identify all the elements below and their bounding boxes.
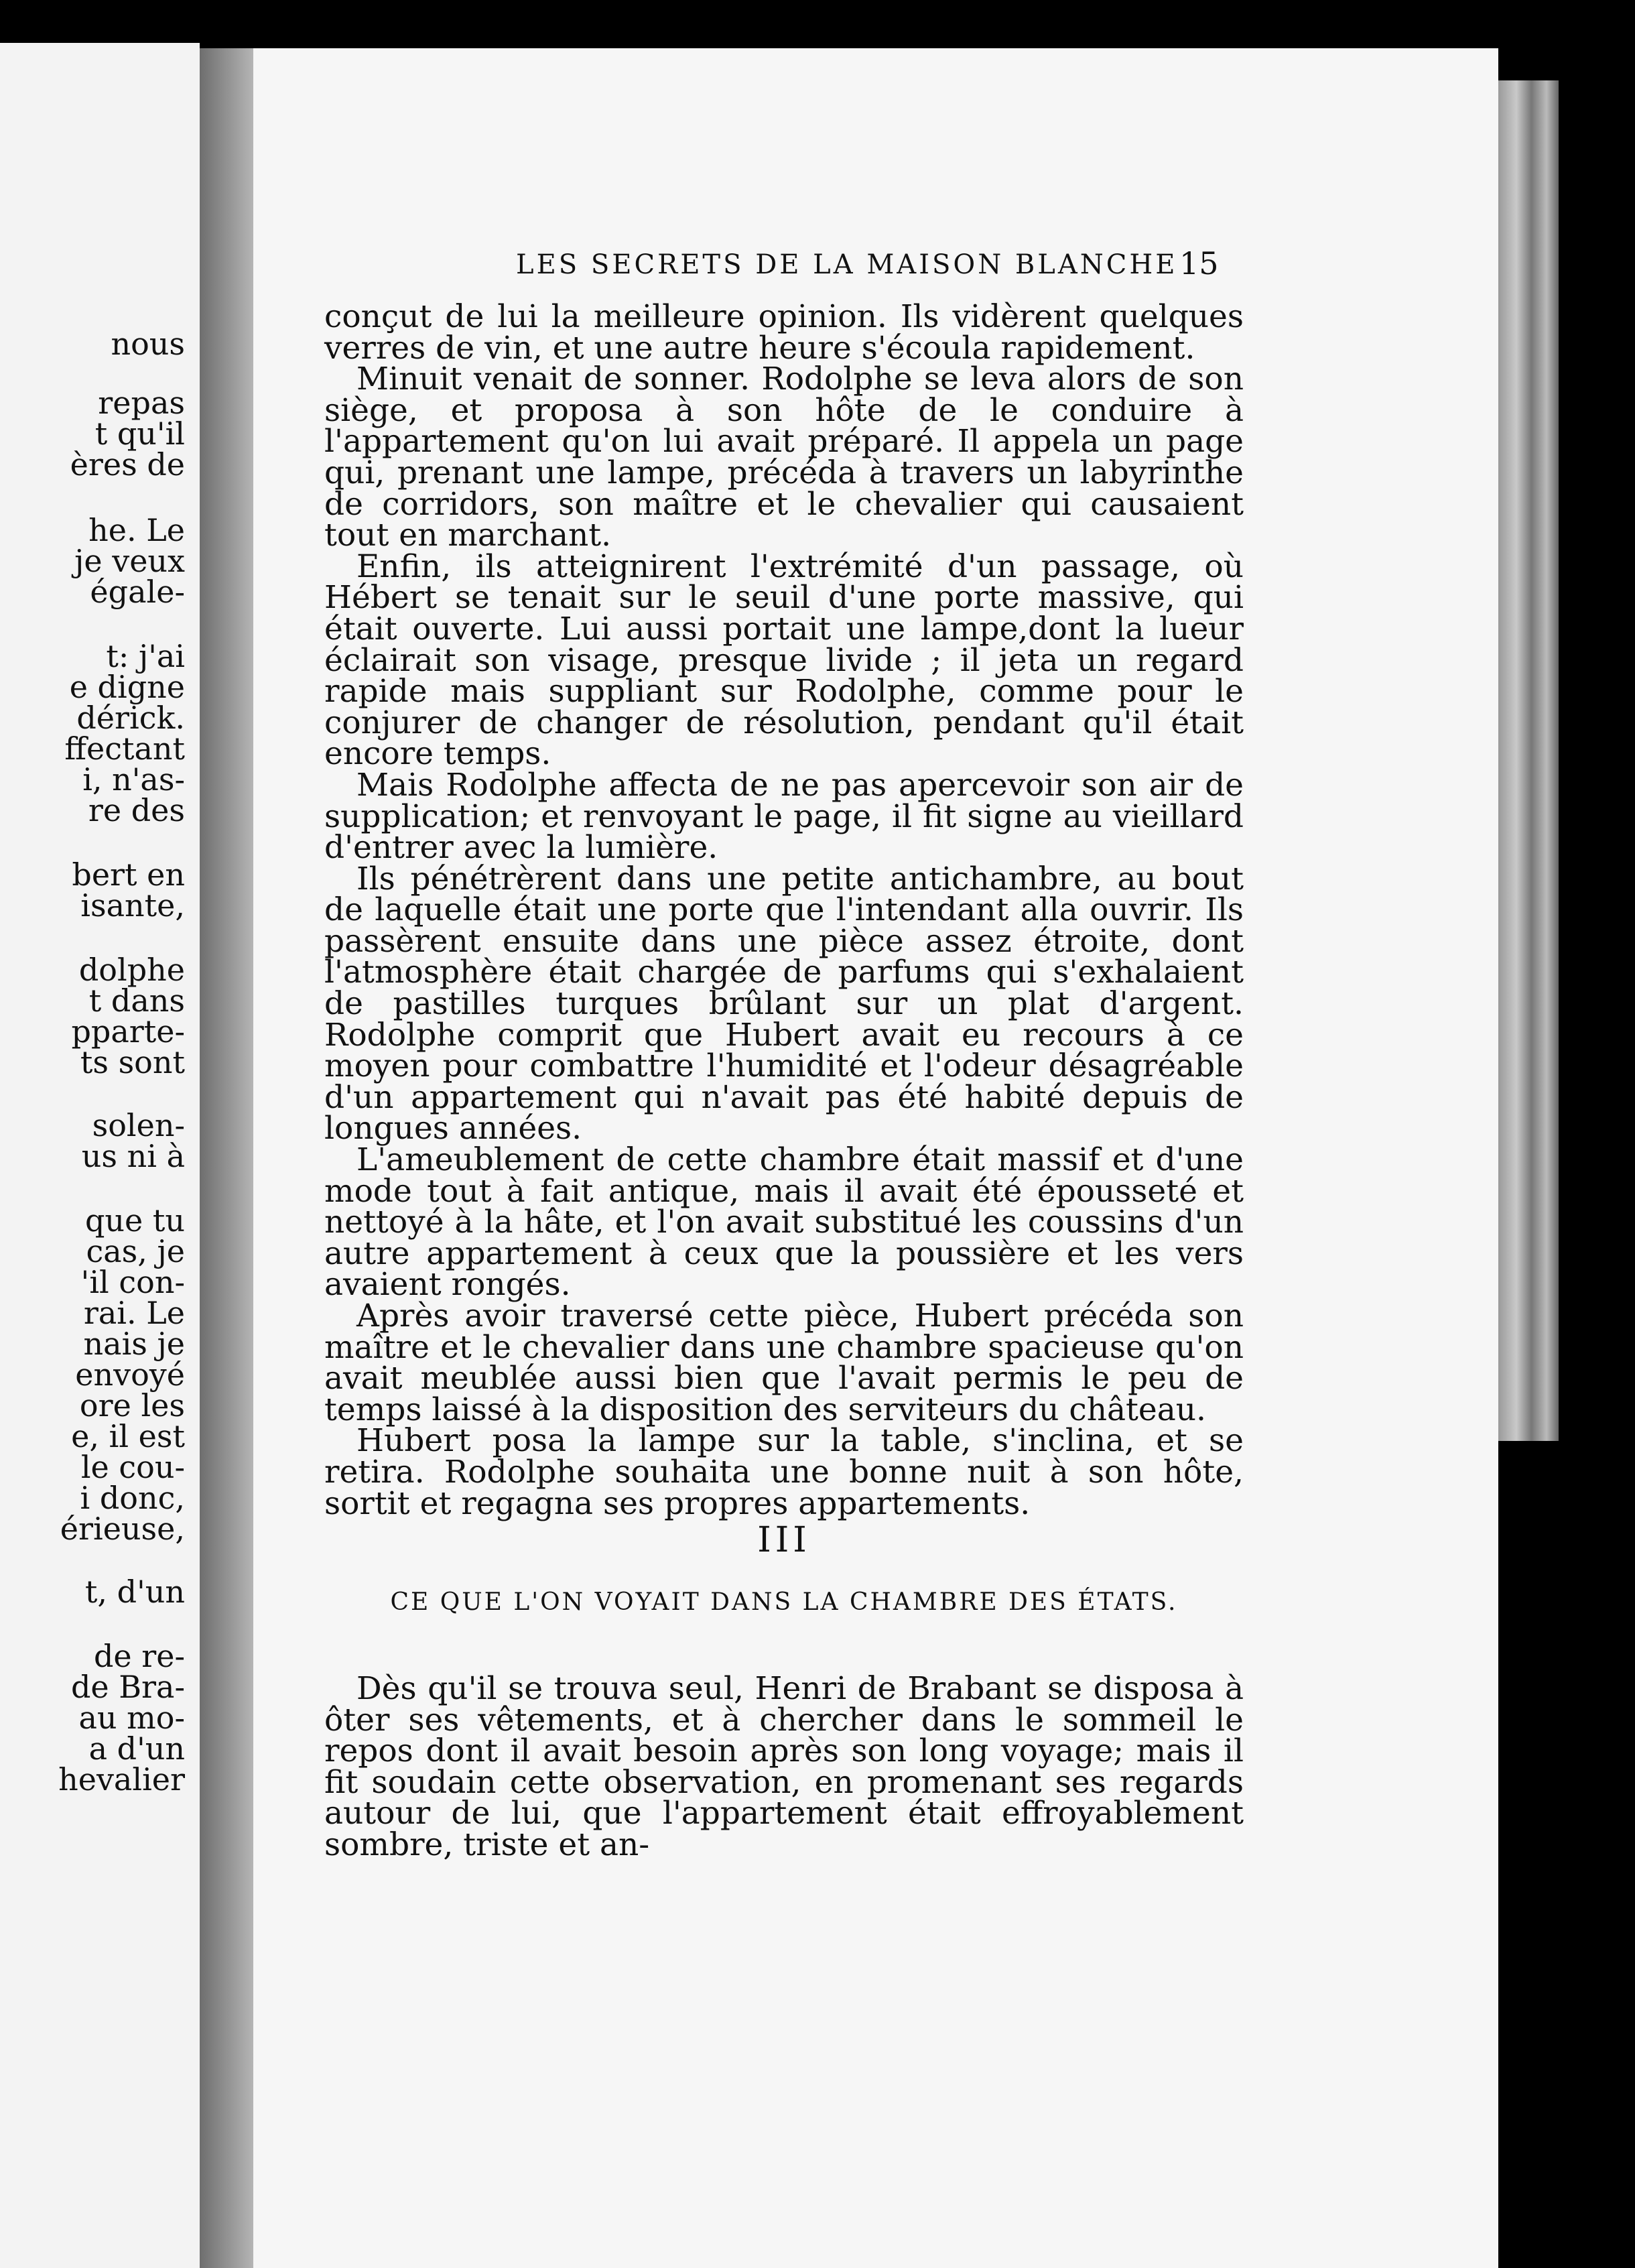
left-page-fragment: i donc, [80, 1480, 185, 1516]
left-page-fragment: i, n'as- [82, 761, 185, 798]
left-page-fragment: ères de [70, 446, 185, 483]
left-page-fragment: pparte- [71, 1013, 185, 1050]
left-page-fragment: solen- [92, 1107, 185, 1143]
left-page-fragment: t: j'ai [106, 638, 185, 674]
left-page-fragment: us ni à [81, 1138, 185, 1174]
left-page-fragment: e digne [69, 669, 185, 705]
left-page-fragment: t qu'il [94, 416, 185, 452]
left-page-fragment: nais je [83, 1326, 185, 1362]
left-page-fragment: 'il con- [80, 1264, 185, 1300]
paragraph: Dès qu'il se trouva seul, Henri de Brabant se disposa à ôter ses vêtements, et à chercher dans le sommeil le repos dont il avait besoin après son long voyage; mais il fit soudain cette observation, en promenant ses regards autour de lui, que l'appartement était effroyablement sombre, triste et an- [324, 1670, 1244, 1863]
paragraph: Enfin, ils atteignirent l'extrémité d'un passage, où Hébert se tenait sur le seuil d'une porte massive, qui était ouverte. Lui aussi portait une lampe,dont la lueur éclairait son visage, presque livide ; il jeta un regard rapide mais suppliant sur Rodolphe, comme pour le conjurer de changer de résolution, pendant qu'il était encore temps. [324, 548, 1244, 773]
left-page-fragment: que tu [84, 1202, 185, 1239]
left-page-fragment: envoyé [75, 1357, 185, 1393]
paragraph: Hubert posa la lampe sur la table, s'inclina, et se retira. Rodolphe souhaita une bonne nuit à son hôte, sortit et regagna ses propres appartements. [324, 1422, 1244, 1522]
paragraph: conçut de lui la meilleure opinion. Ils vidèrent quelques verres de vin, et une autre heure s'écoula rapidement. [324, 298, 1244, 367]
book-gutter [200, 48, 253, 2268]
left-page-fragment: hevalier [58, 1761, 185, 1798]
left-page-fragment: isante, [80, 887, 185, 924]
left-page-fragment: dolphe [78, 952, 185, 988]
left-page-fragment: t, d'un [84, 1574, 185, 1610]
left-page-fragment: ts sont [80, 1044, 185, 1080]
paragraph: Ils pénétrèrent dans une petite antichambre, au bout de laquelle était une porte que l'intendant alla ouvrir. Ils passèrent ensuite dans une pièce assez étroite, dont l'atmosphère était chargée de parfums qui s'exhalaient de pastilles turques brûlant sur un plat d'argent. Rodolphe comprit que Hubert avait eu recours à ce moyen pour combattre l'humidité et l'odeur désagréable d'un appartement qui n'avait pas été habité depuis de longues années. [324, 860, 1244, 1147]
left-page-fragment: a d'un [88, 1730, 185, 1767]
left-page-fragment: re des [88, 792, 185, 828]
left-facing-page [0, 43, 200, 2268]
paragraph: Après avoir traversé cette pièce, Hubert précéda son maître et le chevalier dans une chambre spacieuse qu'on avait meublée aussi bien que l'avait permis le peu de temps laissé à la disposition des serviteurs du château. [324, 1298, 1244, 1428]
chapter-title: CE QUE L'ON VOYAIT DANS LA CHAMBRE DES ÉTATS. [390, 1588, 1178, 1616]
left-page-fragment: nous [111, 326, 185, 362]
left-page-fragment: cas, je [86, 1233, 185, 1269]
left-page-fragment: ore les [79, 1387, 185, 1424]
chapter-text [324, 1670, 1244, 1863]
left-page-fragment: je veux [74, 543, 185, 579]
page-number: 15 [1179, 245, 1219, 281]
left-page-fragment: au mo- [78, 1700, 185, 1736]
left-page-fragment: dérick. [76, 700, 185, 736]
page-edges [1498, 80, 1559, 1441]
left-page-fragment: ffectant [64, 731, 185, 767]
left-page-fragment: érieuse, [60, 1511, 185, 1547]
left-page-fragment: le cou- [80, 1449, 185, 1485]
paragraph: Minuit venait de sonner. Rodolphe se leva alors de son siège, et proposa à son hôte de le conduire à l'appartement qu'on lui avait préparé. Il appela un page qui, prenant une lampe, précéda à travers un labyrinthe de corridors, son maître et le chevalier qui causaient tout en marchant. [324, 361, 1244, 554]
left-page-fragment: t dans [88, 983, 185, 1019]
running-head: LES SECRETS DE LA MAISON BLANCHE [516, 249, 1178, 280]
paragraph: L'ameublement de cette chambre était massif et d'une mode tout à fait antique, mais il avait été épousseté et nettoyé à la hâte, et l'on avait substitué les coussins d'un autre appartement à ceux que la poussière et les vers avaient rongés. [324, 1141, 1244, 1304]
left-page-fragment: égale- [90, 574, 185, 610]
left-page-fragment: repas [98, 385, 185, 421]
left-page-fragment: e, il est [71, 1418, 185, 1454]
left-page-fragment: he. Le [88, 512, 185, 548]
body-text [324, 298, 1244, 1522]
left-page-fragment: rai. Le [83, 1295, 185, 1331]
left-page-fragment: de Bra- [70, 1669, 185, 1705]
chapter-number: III [757, 1520, 811, 1560]
left-page-fragment: de re- [93, 1638, 185, 1674]
paragraph: Mais Rodolphe affecta de ne pas apercevoir son air de supplication; et renvoyant le page, il fit signe au vieillard d'entrer avec la lumière. [324, 766, 1244, 867]
left-page-fragment: bert en [72, 857, 185, 893]
